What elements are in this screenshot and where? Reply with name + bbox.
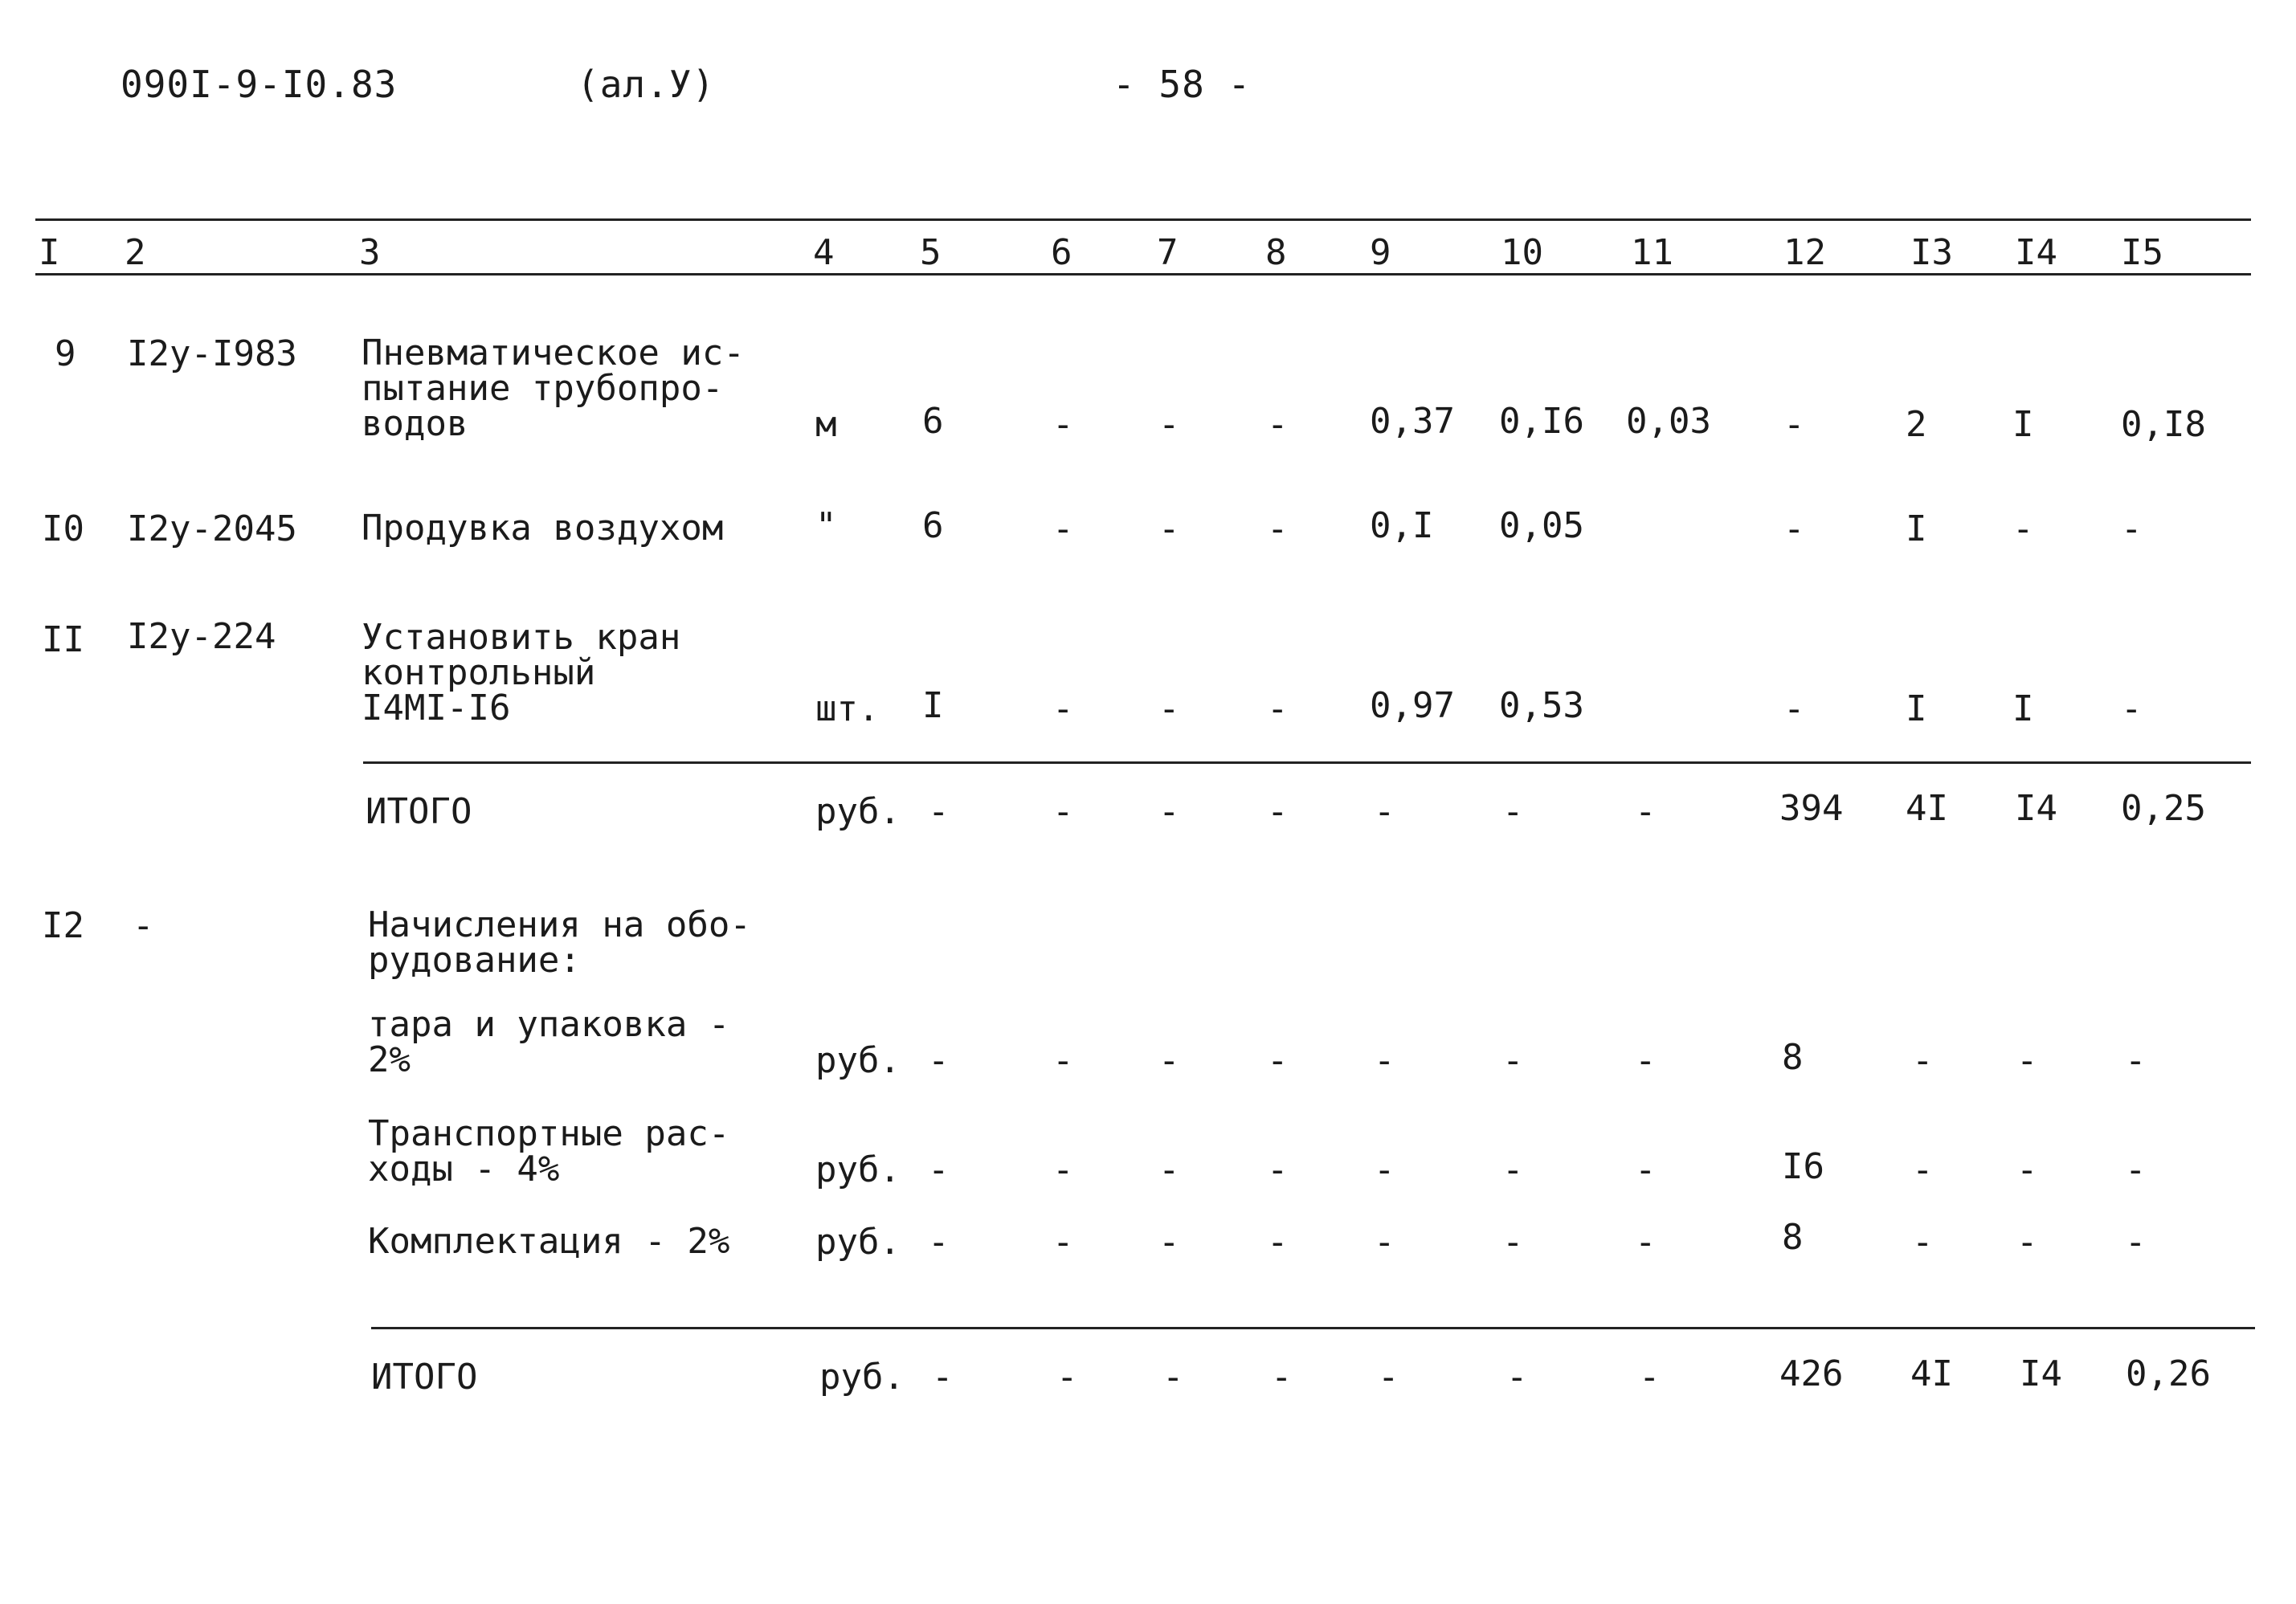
row-cell: 0,53: [1499, 685, 1584, 726]
row-cell: 426: [1779, 1353, 1844, 1394]
row-cell: -: [2125, 1222, 2147, 1263]
column-number: 5: [920, 232, 942, 273]
row-unit: руб.: [819, 1357, 905, 1398]
row-cell: -: [1374, 1040, 1395, 1081]
row-cell: -: [1374, 1149, 1395, 1190]
row-cell: 4I: [1910, 1353, 1953, 1394]
row-cell: -: [1267, 688, 1289, 729]
column-number: I: [39, 232, 60, 273]
total-label: ИТОГО: [371, 1357, 478, 1398]
column-number: 3: [359, 232, 381, 273]
row-cell: -: [1635, 1040, 1657, 1081]
row-cell: -: [1052, 1222, 1074, 1263]
column-number: 2: [125, 232, 146, 273]
row-name-line: пытание трубопро-: [362, 368, 724, 409]
column-number: 10: [1501, 232, 1543, 273]
row-cell: -: [1267, 404, 1289, 445]
row-cell: -: [928, 1040, 950, 1081]
row-code: I2y-I983: [127, 333, 297, 374]
row-cell: -: [1912, 1149, 1934, 1190]
row-name-line: тара и упаковка -: [368, 1004, 730, 1045]
row-cell: -: [1378, 1357, 1399, 1398]
row-unit: руб.: [815, 1040, 901, 1081]
row-cell: -: [1158, 404, 1180, 445]
table-top-rule: [35, 218, 2251, 221]
row-unit: руб.: [815, 1149, 901, 1190]
row-cell: -: [1052, 688, 1074, 729]
row-cell: -: [2016, 1222, 2038, 1263]
row-cell: -: [1639, 1357, 1661, 1398]
row-cell: -: [1502, 791, 1524, 832]
subtotal-rule: [363, 761, 2251, 764]
row-cell: I: [922, 685, 944, 726]
row-cell: I: [1906, 508, 1927, 549]
row-cell: -: [2121, 688, 2143, 729]
row-cell: I4: [2015, 788, 2057, 829]
row-cell: -: [1783, 688, 1805, 729]
row-cell: 394: [1779, 788, 1844, 829]
row-unit: ": [815, 505, 837, 546]
row-cell: -: [2016, 1040, 2038, 1081]
row-cell: -: [1506, 1357, 1528, 1398]
row-cell: 0,26: [2126, 1353, 2211, 1394]
row-unit: руб.: [815, 791, 901, 832]
row-cell: 0,I8: [2121, 404, 2206, 445]
row-cell: -: [1374, 791, 1395, 832]
row-number: I2: [42, 905, 84, 946]
row-unit: м: [815, 404, 837, 445]
row-cell: 0,97: [1370, 685, 1455, 726]
header-bottom-rule: [35, 273, 2251, 275]
row-cell: I6: [1782, 1146, 1824, 1187]
row-code: I2y-2045: [127, 508, 297, 549]
row-cell: -: [2016, 1149, 2038, 1190]
row-name-line: рудование:: [368, 940, 581, 981]
row-cell: -: [1267, 1149, 1289, 1190]
row-cell: -: [928, 1149, 950, 1190]
row-cell: -: [2125, 1149, 2147, 1190]
row-cell: -: [928, 1222, 950, 1263]
row-cell: -: [1052, 1040, 1074, 1081]
row-cell: -: [1502, 1222, 1524, 1263]
row-cell: -: [1783, 404, 1805, 445]
row-unit: руб.: [815, 1222, 901, 1263]
row-cell: I: [1906, 688, 1927, 729]
row-cell: -: [1267, 791, 1289, 832]
row-cell: -: [1912, 1222, 1934, 1263]
row-cell: -: [2121, 508, 2143, 549]
row-cell: -: [1267, 508, 1289, 549]
row-cell: 0,05: [1499, 505, 1584, 546]
row-code: -: [133, 905, 154, 946]
row-cell: -: [1056, 1357, 1078, 1398]
row-cell: 6: [922, 505, 944, 546]
row-cell: -: [1052, 791, 1074, 832]
row-cell: -: [1052, 1149, 1074, 1190]
row-cell: -: [1783, 508, 1805, 549]
row-cell: -: [1158, 791, 1180, 832]
row-cell: -: [1267, 1222, 1289, 1263]
row-cell: I4: [2020, 1353, 2062, 1394]
column-number: I4: [2015, 232, 2057, 273]
column-number: 8: [1265, 232, 1287, 273]
column-number: 12: [1783, 232, 1826, 273]
row-cell: -: [928, 791, 950, 832]
row-cell: -: [1162, 1357, 1184, 1398]
row-name-line: контрольный: [362, 652, 596, 693]
row-cell: 0,25: [2121, 788, 2206, 829]
row-name-line: Продувка воздухом: [362, 508, 724, 549]
row-name-line: 2%: [368, 1039, 411, 1080]
row-unit: шт.: [815, 688, 880, 729]
row-cell: 6: [922, 401, 944, 442]
row-cell: -: [1158, 1222, 1180, 1263]
row-cell: -: [1374, 1222, 1395, 1263]
column-number: 11: [1631, 232, 1673, 273]
row-cell: 8: [1782, 1217, 1804, 1258]
row-name-line: водов: [362, 403, 468, 444]
row-name-line: Начисления на обо-: [368, 904, 751, 945]
row-cell: 8: [1782, 1037, 1804, 1078]
row-cell: -: [1158, 1149, 1180, 1190]
row-cell: 0,37: [1370, 401, 1455, 442]
row-cell: -: [2012, 508, 2034, 549]
row-cell: -: [1502, 1040, 1524, 1081]
row-name-line: I4MI-I6: [362, 688, 511, 729]
column-number: 9: [1370, 232, 1391, 273]
row-cell: -: [932, 1357, 954, 1398]
row-cell: -: [1635, 1149, 1657, 1190]
column-number: 6: [1051, 232, 1072, 273]
row-cell: -: [1635, 791, 1657, 832]
page-number: - 58 -: [1113, 63, 1252, 106]
row-cell: -: [1502, 1149, 1524, 1190]
row-name-line: Транспортные рас-: [368, 1113, 730, 1154]
row-cell: -: [1267, 1040, 1289, 1081]
row-cell: -: [1158, 508, 1180, 549]
row-name-line: Установить кран: [362, 617, 681, 658]
album-label: (ал.У): [577, 63, 716, 106]
row-cell: -: [1158, 1040, 1180, 1081]
row-number: I0: [42, 508, 84, 549]
row-name-line: Комплектация - 2%: [368, 1221, 730, 1262]
row-cell: I: [2012, 688, 2034, 729]
total-rule: [371, 1327, 2255, 1329]
column-number: I5: [2121, 232, 2163, 273]
row-cell: 0,I6: [1499, 401, 1584, 442]
row-cell: 2: [1906, 404, 1927, 445]
row-cell: -: [1052, 404, 1074, 445]
subtotal-label: ИТОГО: [366, 791, 472, 832]
row-cell: -: [2125, 1040, 2147, 1081]
row-cell: -: [1912, 1040, 1934, 1081]
row-cell: -: [1635, 1222, 1657, 1263]
row-cell: 4I: [1906, 788, 1948, 829]
row-cell: -: [1052, 508, 1074, 549]
row-cell: -: [1158, 688, 1180, 729]
row-cell: -: [1271, 1357, 1293, 1398]
column-number: I3: [1910, 232, 1953, 273]
row-code: I2y-224: [127, 616, 276, 657]
row-name-line: ходы - 4%: [368, 1149, 560, 1190]
column-number: 7: [1157, 232, 1179, 273]
row-cell: 0,I: [1370, 505, 1434, 546]
row-cell: 0,03: [1626, 401, 1711, 442]
row-name-line: Пневматическое ис-: [362, 333, 745, 373]
row-number: 9: [55, 333, 76, 374]
column-number: 4: [813, 232, 835, 273]
doc-code: 090I-9-I0.83: [121, 63, 398, 106]
row-number: II: [42, 619, 84, 660]
row-cell: I: [2012, 404, 2034, 445]
